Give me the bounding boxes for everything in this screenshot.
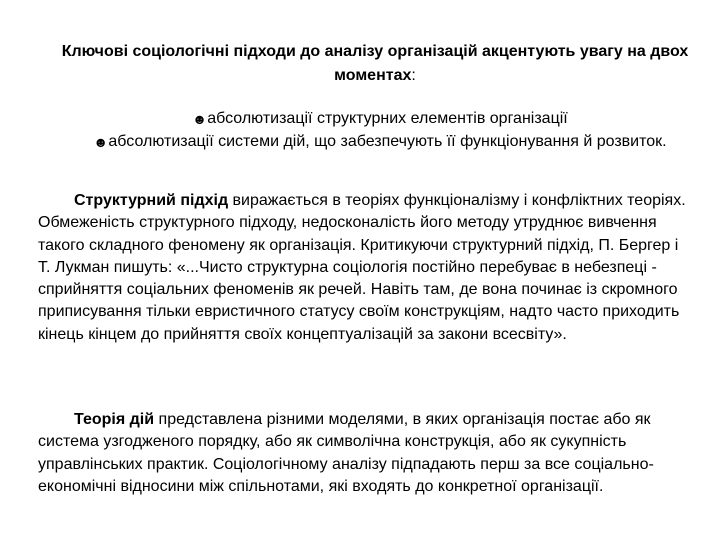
smiley-icon: ☻ xyxy=(192,111,207,127)
paragraph-term: Структурний підхід xyxy=(74,192,229,209)
bullet-list xyxy=(80,107,680,153)
paragraph-text: представлена різними моделями, в яких організація постає або як система узгодженого порядку, або як символічна конструкція, або як сукупність управлінських практик. Соціологічному аналізу підпадають перш за все соціально-економічні відносини між спільнотами, які входять до конкретної організації. xyxy=(38,411,654,495)
heading-colon: : xyxy=(411,67,416,84)
smiley-icon: ☻ xyxy=(93,134,109,150)
heading-text: Ключові соціологічні підходи до аналізу організацій акцентують увагу на двох моментах xyxy=(61,43,689,84)
slide-heading xyxy=(60,40,690,88)
bullet-text: абсолютизації структурних елементів організації xyxy=(207,110,568,127)
bullet-item xyxy=(80,130,680,153)
bullet-item xyxy=(80,107,680,130)
bullet-text: абсолютизації системи дій, що забезпечують її функціонування й розвиток. xyxy=(108,133,667,150)
paragraph-action-theory xyxy=(38,409,690,498)
paragraph-term: Теорія дій xyxy=(74,411,155,428)
paragraph-structural-approach xyxy=(38,190,690,346)
paragraph-text: виражається в теоріях функціоналізму і конфліктних теоріях. Обмеженість структурного підходу, недосконалість його методу утруднює вивчення такого складного феномену як організація. Критикуючи структурний підхід, П. Бергер і Т. Лукман пишуть: «...Чисто структурна соціологія постійно перебуває в небезпеці - сприйняття соціальних феноменів як речей. Навіть там, де вона починає із скромного приписування тільки евристичного статусу своїм конструкціям, надто часто приходить кінець кінцем до прийняття своїх концептуалізацій за закони всесвіту». xyxy=(38,192,686,343)
